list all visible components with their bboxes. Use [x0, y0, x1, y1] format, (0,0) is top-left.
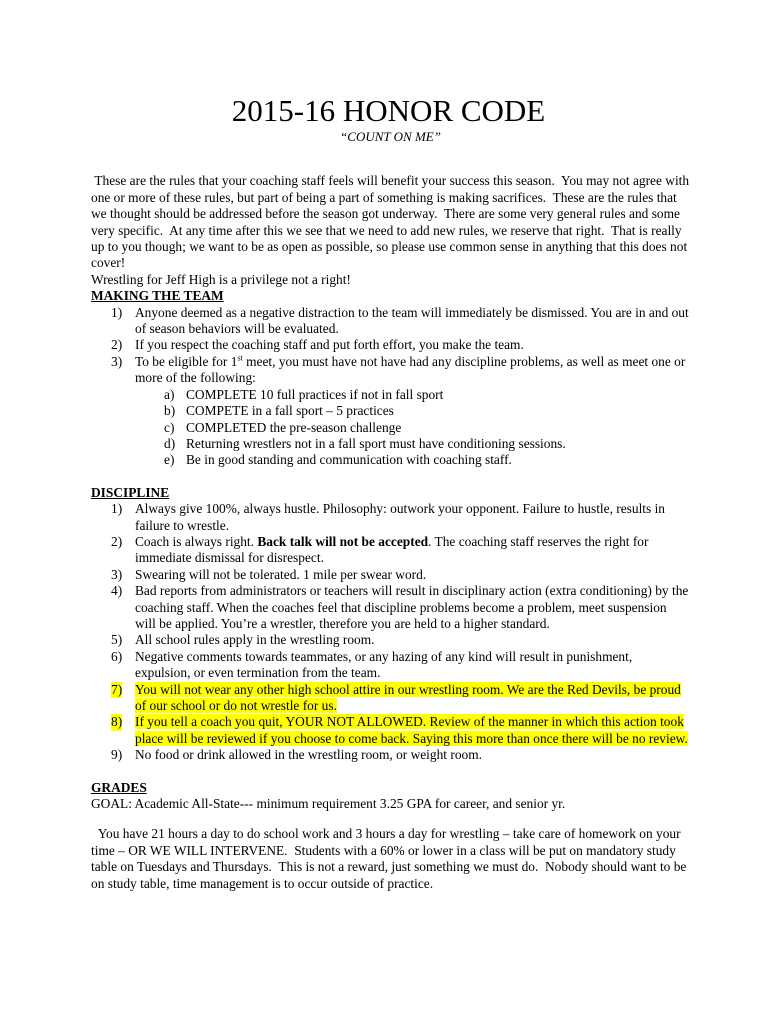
list-item [111, 632, 690, 648]
item-text: Anyone deemed as a negative distraction to the team will immediately be dismissed. You are in and out of season behaviors will be evaluated. [135, 304, 689, 337]
sub-item-text: COMPLETED the pre-season challenge [186, 419, 402, 435]
grades-paragraph: You have 21 hours a day to do school work and 3 hours a day for wrestling – take care of homework on your time – OR WE WILL INTERVENE. Students with a 60% or lower in a class will be put on mandatory study table on Tuesdays and Thursdays. This is not a reward, just something we must do. Nobody should want to be on study table, time management is to occur outside of practice. [91, 826, 690, 891]
sub-item-letter: a) [164, 386, 175, 402]
item-text: If you respect the coaching staff and put forth effort, you make the team. [135, 337, 524, 353]
sub-item-text: Returning wrestlers not in a fall sport must have conditioning sessions. [186, 435, 566, 451]
list-item-highlighted [111, 681, 690, 715]
section-spacer [91, 764, 690, 780]
sub-item-letter: b) [164, 403, 176, 419]
discipline-heading: DISCIPLINE [91, 484, 170, 500]
item-text: meet, you must have not have had any discipline problems, as well as meet one or more of the following: [135, 353, 686, 386]
item-number: 5) [111, 632, 123, 648]
eligibility-sub-list [135, 387, 690, 469]
list-item [111, 533, 690, 567]
item-text: Bad reports from administrators or teachers will result in disciplinary action (extra conditioning) by the coaching staff. When the coaches feel that discipline problems become a problem, meet suspension will be applied. You’re a wrestler, therefore you are held to a higher standard. [135, 583, 689, 631]
list-item [111, 583, 690, 632]
sub-item-text: COMPLETE 10 full practices if not in fall sport [186, 386, 444, 402]
sub-list-item [164, 452, 690, 468]
list-item-highlighted [111, 714, 690, 747]
item-number: 6) [111, 648, 123, 664]
making-team-list [91, 305, 690, 469]
page-subtitle: “COUNT ON ME” [340, 129, 441, 144]
item-text: All school rules apply in the wrestling room. [135, 632, 375, 648]
sub-item-text: Be in good standing and communication with coaching staff. [186, 452, 512, 468]
item-number: 9) [111, 747, 123, 763]
sub-list-item [164, 419, 690, 436]
item-number: 2) [111, 337, 123, 353]
section-spacer [91, 469, 690, 485]
grades-heading: GRADES [91, 779, 147, 795]
list-item [111, 501, 690, 534]
item-text: Negative comments towards teammates, or any hazing of any kind will result in punishment, expulsion, or even termination from the team. [135, 648, 633, 681]
item-number: 3) [111, 353, 123, 369]
item-number: 7) [111, 681, 123, 697]
section-spacer [91, 812, 690, 826]
item-number: 2) [111, 533, 123, 549]
highlighted-item-text: If you tell a coach you quit, YOUR NOT ALLOWED. Review of the manner in which this action took place will be reviewed if you choose to come back. Saying this more than once there will be no review. [135, 714, 688, 746]
item-text: Coach is always right. [135, 533, 258, 549]
list-item [111, 353, 690, 469]
sub-item-letter: d) [164, 435, 176, 451]
sub-list-item [164, 386, 690, 403]
item-number: 8) [111, 714, 123, 730]
item-text: . The coaching staff reserves the right for immediate dismissal for disrespect. [135, 533, 649, 566]
intro-paragraph: These are the rules that your coaching staff feels will benefit your success this season. You may not agree with one or more of these rules, but part of being a part of something is making sacrifices. These are the rules that we thought should be addressed before the season got underway. There are some very general rules and some very specific. At any time after this we see that we need to add new rules, we reserve that right. That is really up to you though; we want to be as open as possible, so please use common sense in anything that this does not cover! [91, 173, 693, 271]
ordinal-superscript: st [237, 353, 243, 363]
sub-item-letter: e) [164, 452, 175, 468]
item-text: Swearing will not be tolerated. 1 mile per swear word. [135, 566, 427, 582]
sub-item-letter: c) [164, 419, 175, 435]
sub-list-item [164, 435, 690, 452]
list-item [111, 648, 690, 682]
privilege-statement: Wrestling for Jeff High is a privilege not a right! [91, 271, 351, 287]
sub-item-text: COMPETE in a fall sport – 5 practices [186, 403, 394, 419]
item-text: To be eligible for 1 [135, 353, 238, 369]
item-number: 3) [111, 566, 123, 582]
emphasis-text: Back talk will not be accepted [257, 533, 429, 549]
item-text: No food or drink allowed in the wrestling room, or weight room. [135, 747, 482, 763]
list-item [111, 566, 690, 583]
sub-list-item [164, 403, 690, 419]
highlighted-item-text: You will not wear any other high school attire in our wrestling room. We are the Red Devils, be proud of our school or do not wrestle for us. [135, 681, 681, 713]
discipline-list [91, 501, 690, 764]
making-team-heading: MAKING THE TEAM [91, 288, 224, 304]
list-item [111, 337, 690, 353]
item-number: 1) [111, 304, 123, 320]
grades-goal: GOAL: Academic All-State--- minimum requirement 3.25 GPA for career, and senior yr. [91, 796, 566, 812]
item-text: Always give 100%, always hustle. Philosophy: outwork your opponent. Failure to hustle, results in failure to wrestle. [135, 501, 665, 533]
list-item [111, 304, 690, 338]
item-number: 4) [111, 583, 123, 599]
item-number: 1) [111, 501, 123, 517]
list-item [111, 747, 690, 763]
page-title: 2015-16 HONOR CODE [231, 93, 546, 128]
